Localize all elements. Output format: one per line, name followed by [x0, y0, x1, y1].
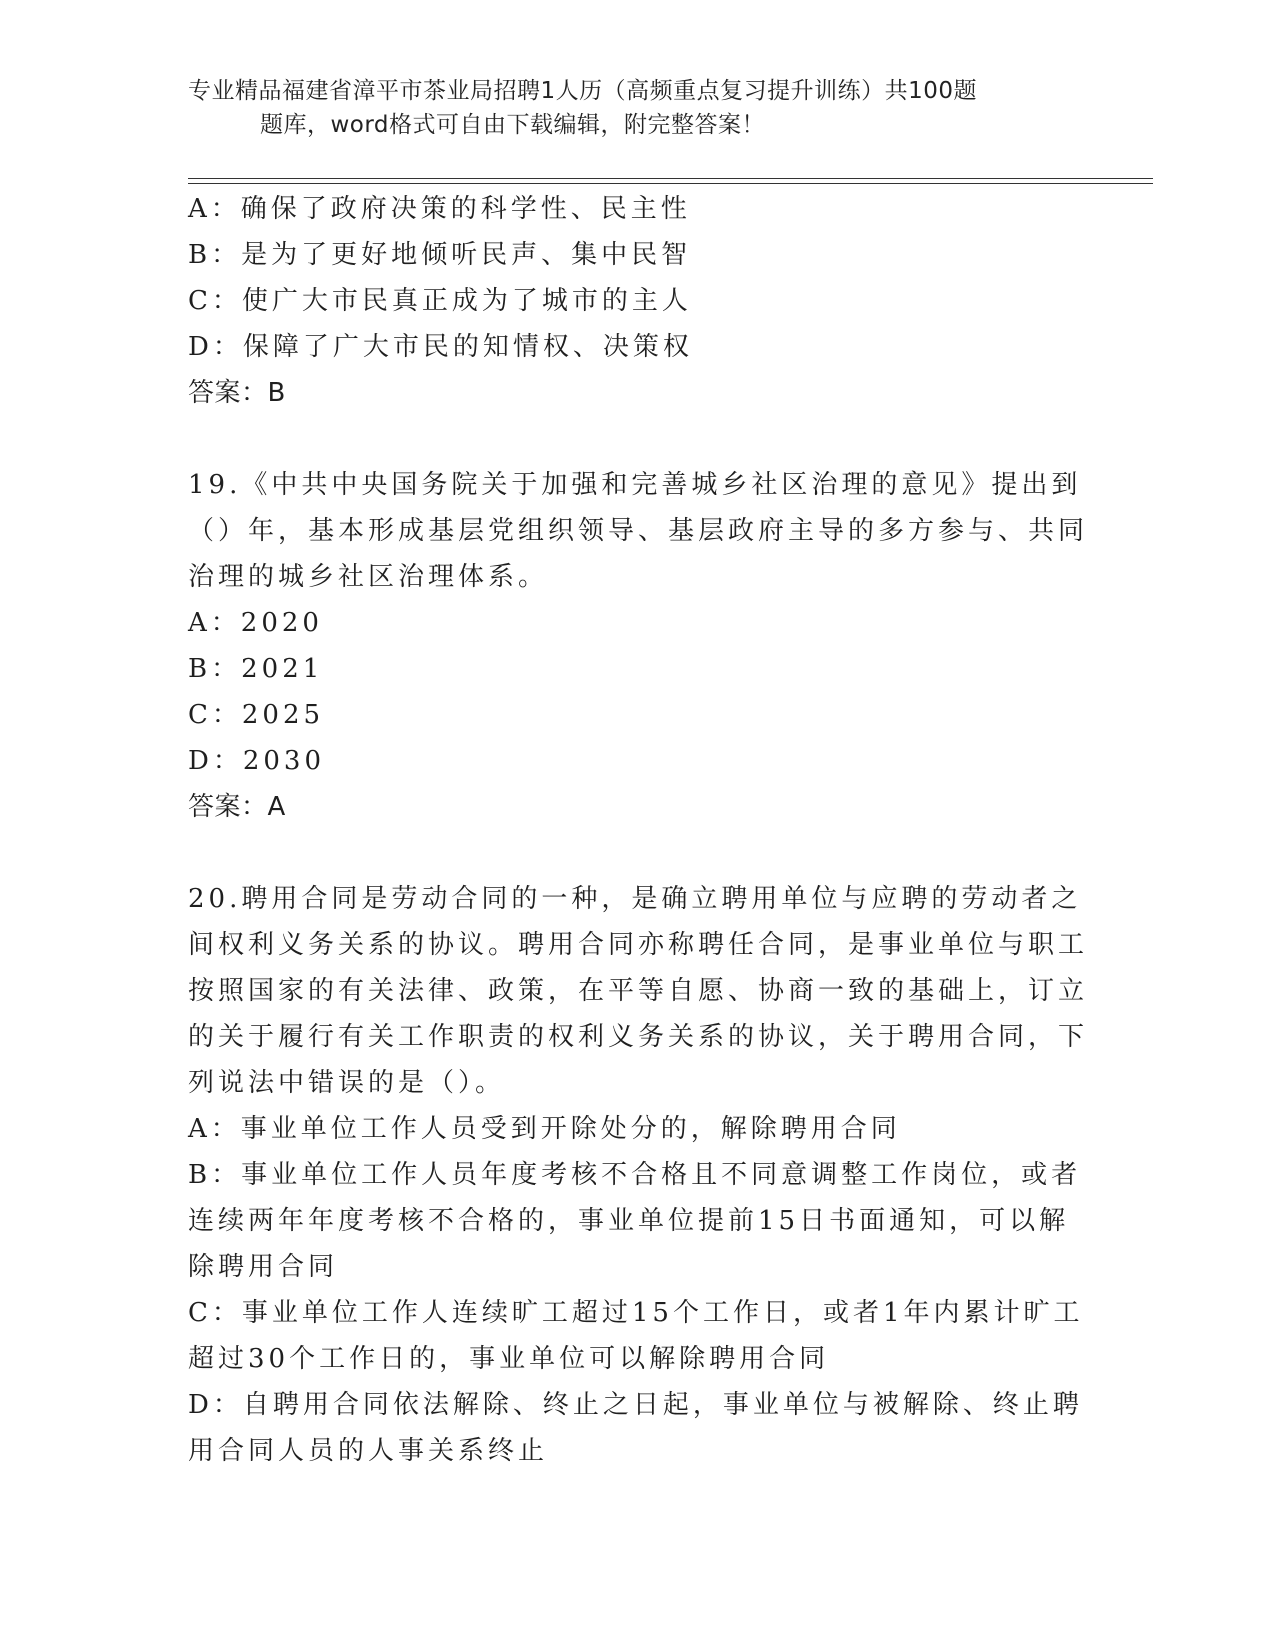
question-stem: 20.聘用合同是劳动合同的一种，是确立聘用单位与应聘的劳动者之间权利义务关系的协议。聘用合同亦称聘任合同，是事业单位与职工按照国家的有关法律、政策，在平等自愿、协商一致的基础上，订立的关于履行有关工作职责的权利义务关系的协议，关于聘用合同，下列说法中错误的是（）。	[188, 884, 1089, 1098]
option-d: D：自聘用合同依法解除、终止之日起，事业单位与被解除、终止聘用合同人员的人事关系终止	[188, 1390, 1083, 1466]
option-a: A：2020	[188, 608, 323, 638]
document-header	[188, 74, 1068, 142]
option-d: D：2030	[188, 746, 326, 776]
header-divider-bottom	[188, 183, 1153, 184]
option-b: B：事业单位工作人员年度考核不合格且不同意调整工作岗位，或者连续两年年度考核不合格的，事业单位提前15日书面通知，可以解除聘用合同	[188, 1160, 1082, 1282]
option-d: D：保障了广大市民的知情权、决策权	[188, 332, 693, 362]
option-b: B：2021	[188, 654, 324, 684]
question-stem: 19.《中共中央国务院关于加强和完善城乡社区治理的意见》提出到（）年，基本形成基层党组织领导、基层政府主导的多方参与、共同治理的城乡社区治理体系。	[188, 470, 1089, 592]
option-a: A：确保了政府决策的科学性、民主性	[188, 194, 691, 224]
header-divider-top	[188, 178, 1153, 179]
question-20	[188, 876, 1088, 1474]
answer-line: 答案：A	[188, 792, 286, 822]
option-c: C：事业单位工作人连续旷工超过15个工作日，或者1年内累计旷工超过30个工作日的，事业单位可以解除聘用合同	[188, 1298, 1084, 1374]
question-19	[188, 462, 1088, 830]
option-c: C：2025	[188, 700, 325, 730]
question-block-previous	[188, 186, 1088, 416]
answer-line: 答案：B	[188, 378, 286, 408]
option-b: B：是为了更好地倾听民声、集中民智	[188, 240, 692, 270]
option-c: C：使广大市民真正成为了城市的主人	[188, 286, 692, 316]
header-title-line2: 题库，word格式可自由下载编辑，附完整答案！	[260, 112, 766, 138]
option-a: A：事业单位工作人员受到开除处分的，解除聘用合同	[188, 1114, 901, 1144]
document-body	[188, 186, 1088, 1474]
header-title-line1: 专业精品福建省漳平市茶业局招聘1人历（高频重点复习提升训练）共100题	[188, 78, 978, 104]
